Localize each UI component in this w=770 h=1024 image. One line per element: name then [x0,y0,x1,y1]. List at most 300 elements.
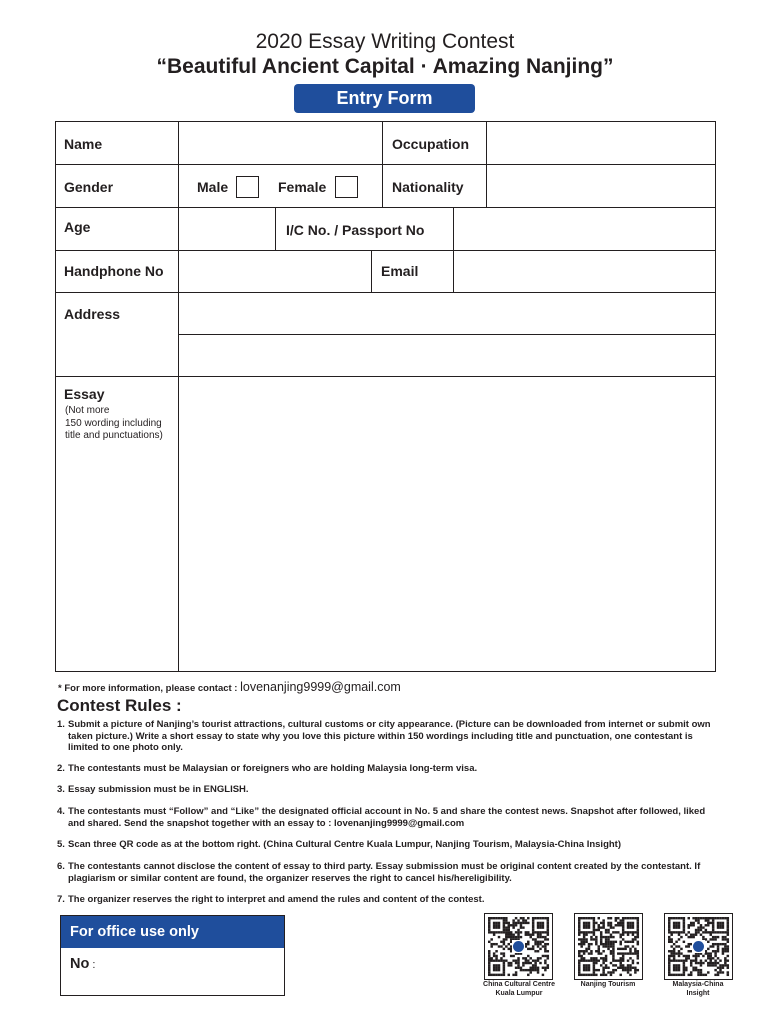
qr-module [612,926,614,928]
qr-module [700,917,702,919]
qr-module [534,917,536,919]
qr-module [692,959,694,961]
qr-module [495,974,497,976]
qr-module [522,964,524,966]
qr-module [512,926,514,928]
qr-module [595,936,597,938]
qr-module [627,926,629,928]
qr-module [583,938,585,940]
qr-module [605,974,607,976]
qr-module [490,945,492,947]
qr-module [700,964,702,966]
qr-module [542,936,544,938]
qr-module [503,955,505,957]
qr-module [532,938,534,940]
qr-module [534,967,536,969]
qr-module [697,971,699,973]
qr-module [712,957,714,959]
qr-module [578,924,580,926]
qr-module [627,969,629,971]
qr-module [712,924,714,926]
qr-module [595,962,597,964]
qr-module [678,934,680,936]
qr-module [585,941,587,943]
qr-module [503,971,505,973]
address-field-line-2[interactable] [179,335,715,376]
qr-module [532,926,534,928]
qr-module [627,924,629,926]
qr-module [595,959,597,961]
contact-info [58,680,401,694]
qr-module [544,943,546,945]
qr-module [717,967,719,969]
qr-module [578,964,580,966]
qr-module [627,922,629,924]
qr-module [534,964,536,966]
qr-module [508,934,510,936]
qr-module [493,964,495,966]
qr-module [595,943,597,945]
rule-number: 5. [57,839,65,850]
qr-module [547,938,549,940]
qr-module [503,941,505,943]
qr-module [675,917,677,919]
qr-module [707,952,709,954]
qr-module [534,943,536,945]
qr-module [670,938,672,940]
qr-module [680,931,682,933]
qr-module [707,917,709,919]
qr-module [588,917,590,919]
qr-module [622,948,624,950]
email-field[interactable] [454,251,715,292]
occupation-field[interactable] [487,122,715,164]
qr-module [520,969,522,971]
qr-module [593,919,595,921]
qr-module [600,974,602,976]
qr-module [547,964,549,966]
qr-module [503,969,505,971]
qr-module [539,948,541,950]
qr-module [683,922,685,924]
qr-module [610,962,612,964]
qr-module [632,967,634,969]
qr-module [593,922,595,924]
qr-module [668,955,670,957]
qr-module [515,959,517,961]
qr-module [622,917,624,919]
qr-module [688,945,690,947]
qr-module [547,955,549,957]
qr-module [714,936,716,938]
gender-label: Gender [64,179,114,195]
qr-module [612,931,614,933]
male-checkbox[interactable] [236,176,259,198]
qr-module [495,924,497,926]
qr-module [488,929,490,931]
qr-module [498,922,500,924]
qr-module [712,936,714,938]
qr-module [724,948,726,950]
qr-module [683,926,685,928]
qr-module [678,964,680,966]
qr-module [707,955,709,957]
nationality-field[interactable] [487,165,715,207]
qr-module [714,959,716,961]
qr-module [688,957,690,959]
qr-module [598,959,600,961]
qr-module [624,941,626,943]
qr-module [517,959,519,961]
qr-module [678,974,680,976]
qr-module [624,917,626,919]
qr-module [622,926,624,928]
qr-module [692,922,694,924]
rule-number: 1. [57,719,65,730]
qr-module [493,959,495,961]
qr-module [610,926,612,928]
qr-module [683,955,685,957]
qr-module [697,974,699,976]
qr-module [580,957,582,959]
qr-module [583,926,585,928]
qr-module [593,974,595,976]
qr-module [622,929,624,931]
rule-number: 6. [57,861,65,872]
qr-module [598,924,600,926]
qr-module [605,929,607,931]
qr-module [612,955,614,957]
qr-module [585,926,587,928]
qr-module [539,931,541,933]
qr-module [637,934,639,936]
contact-info-text: * For more information, please contact : [58,683,241,694]
qr-module [714,969,716,971]
qr-module [495,943,497,945]
qr-module [510,964,512,966]
qr-module [505,926,507,928]
qr-module [700,934,702,936]
qr-module [495,955,497,957]
qr-module [527,962,529,964]
address-field-line-1[interactable] [179,293,715,334]
qr-module [690,922,692,924]
qr-module [719,959,721,961]
qr-module [527,934,529,936]
qr-module [529,934,531,936]
qr-module [705,924,707,926]
qr-module [675,967,677,969]
qr-module [607,922,609,924]
contest-rules-title: Contest Rules : [57,696,182,715]
qr-caption-line-2: Kuala Lumpur [495,989,543,997]
qr-module [619,974,621,976]
qr-module [537,950,539,952]
qr-module [670,941,672,943]
qr-module [537,969,539,971]
qr-module [503,931,505,933]
qr-module [675,974,677,976]
qr-module [600,952,602,954]
qr-module [617,952,619,954]
handphone-field[interactable] [179,251,371,292]
qr-module [593,924,595,926]
qr-module [602,924,604,926]
qr-module [595,938,597,940]
qr-module [598,926,600,928]
qr-module [719,943,721,945]
qr-module [493,931,495,933]
qr-module [593,967,595,969]
title-line-2: “Beautiful Ancient Capital · Amazing Nanjing” [156,55,614,78]
essay-label: Essay [64,386,105,402]
qr-module [612,971,614,973]
qr-module [512,959,514,961]
qr-module [520,936,522,938]
qr-module [532,917,534,919]
qr-module [578,971,580,973]
qr-module [602,926,604,928]
qr-module [637,931,639,933]
qr-module [722,926,724,928]
qr-module [719,969,721,971]
qr-module [668,969,670,971]
qr-module [547,931,549,933]
qr-code-graphic [485,914,552,979]
qr-module [695,934,697,936]
qr-module [495,969,497,971]
qr-module [634,938,636,940]
qr-module [717,945,719,947]
qr-module [629,964,631,966]
qr-caption-line-1: Nanjing Tourism [580,981,636,988]
qr-module [517,962,519,964]
qr-module [515,922,517,924]
qr-module [529,936,531,938]
female-label: Female [278,179,327,195]
qr-module [578,974,580,976]
qr-module [607,929,609,931]
qr-module [673,922,675,924]
qr-module [495,967,497,969]
address-label: Address [64,306,121,322]
qr-module [578,959,580,961]
qr-module [719,931,721,933]
female-checkbox[interactable] [335,176,358,198]
qr-module [627,941,629,943]
qr-module [525,969,527,971]
qr-module [532,967,534,969]
qr-module [619,924,621,926]
qr-module [578,926,580,928]
qr-module [542,955,544,957]
qr-module [695,957,697,959]
qr-module [598,917,600,919]
qr-module [585,948,587,950]
qr-module [619,941,621,943]
qr-module [503,967,505,969]
qr-module [602,936,604,938]
qr-module [542,926,544,928]
qr-module [683,919,685,921]
name-field[interactable] [179,122,382,164]
rule-text: The contestants cannot disclose the content of essay to third party. Essay submission must be original content created by the contestant. If plagiarism or similar content are found, the organizer reserves the right to cancel his/hereligibility. [68,861,701,884]
qr-module [624,952,626,954]
qr-module [722,936,724,938]
qr-module [714,950,716,952]
qr-module [503,938,505,940]
entry-form-badge: Entry Form [294,84,475,113]
qr-module [590,943,592,945]
qr-module [593,929,595,931]
qr-module [580,974,582,976]
essay-note-1: (Not more [65,405,110,416]
qr-module [488,969,490,971]
qr-module [695,929,697,931]
qr-module [490,957,492,959]
qr-module [503,959,505,961]
qr-module [544,936,546,938]
qr-module [683,971,685,973]
qr-module [683,959,685,961]
qr-module [727,922,729,924]
qr-module [612,943,614,945]
qr-module [675,952,677,954]
qr-module [629,957,631,959]
qr-module [508,926,510,928]
qr-module [542,941,544,943]
qr-module [585,934,587,936]
age-field[interactable] [179,208,275,250]
qr-module [668,919,670,921]
qr-module [602,943,604,945]
qr-module [627,971,629,973]
qr-module [683,931,685,933]
qr-module [600,936,602,938]
qr-module [532,945,534,947]
qr-module [675,941,677,943]
qr-module [503,926,505,928]
qr-module [517,936,519,938]
qr-module [673,959,675,961]
office-number-label [70,956,95,972]
qr-module [697,969,699,971]
rule-item [57,784,727,796]
qr-module [697,922,699,924]
qr-module [619,922,621,924]
qr-module [583,924,585,926]
qr-module [707,957,709,959]
ic-passport-field[interactable] [454,208,715,250]
qr-module [705,919,707,921]
qr-module [595,922,597,924]
qr-module [622,952,624,954]
qr-module [709,917,711,919]
qr-module [709,934,711,936]
qr-module [678,950,680,952]
qr-module [683,964,685,966]
qr-module [515,971,517,973]
essay-field[interactable] [179,377,715,671]
qr-module [495,931,497,933]
qr-module [488,967,490,969]
qr-module [495,959,497,961]
qr-module [500,952,502,954]
qr-module [624,931,626,933]
qr-module [634,931,636,933]
qr-module [627,934,629,936]
qr-module [719,967,721,969]
qr-module [488,931,490,933]
qr-module [688,950,690,952]
qr-module [722,943,724,945]
qr-module [717,950,719,952]
qr-code-nanjing-tourism[interactable] [574,913,643,980]
qr-module [605,959,607,961]
qr-caption-line-2: Insight [686,989,710,997]
qr-module [534,962,536,964]
qr-module [714,917,716,919]
qr-module [544,950,546,952]
qr-module [520,922,522,924]
qr-module [520,967,522,969]
qr-module [607,971,609,973]
qr-module [617,931,619,933]
qr-module [673,917,675,919]
qr-module [600,931,602,933]
qr-module [600,934,602,936]
qr-module [637,962,639,964]
qr-module [532,948,534,950]
qr-module [692,969,694,971]
qr-module [539,943,541,945]
qr-code-malaysia-china-insight[interactable] [664,913,733,980]
qr-module [717,962,719,964]
qr-module [590,950,592,952]
qr-module [722,917,724,919]
qr-module [488,974,490,976]
qr-module [712,943,714,945]
qr-module [578,962,580,964]
qr-module [510,962,512,964]
qr-caption-line-1: China Cultural Centre [483,981,555,988]
qr-module [515,917,517,919]
qr-module [598,948,600,950]
qr-module [697,955,699,957]
qr-module [547,929,549,931]
qr-module [539,941,541,943]
entry-form-table [55,121,716,672]
qr-code-china-cultural-centre[interactable] [484,913,553,980]
qr-module [539,924,541,926]
qr-module [505,936,507,938]
qr-module [578,929,580,931]
qr-module [517,967,519,969]
qr-module [629,922,631,924]
qr-module [490,931,492,933]
qr-module [619,952,621,954]
qr-module [678,967,680,969]
qr-module [727,931,729,933]
qr-module [585,959,587,961]
qr-module [495,917,497,919]
qr-module [580,945,582,947]
qr-module [724,964,726,966]
qr-module [668,950,670,952]
qr-module [510,934,512,936]
qr-module [673,967,675,969]
contact-email[interactable]: lovenanjing9999@gmail.com [240,680,401,694]
